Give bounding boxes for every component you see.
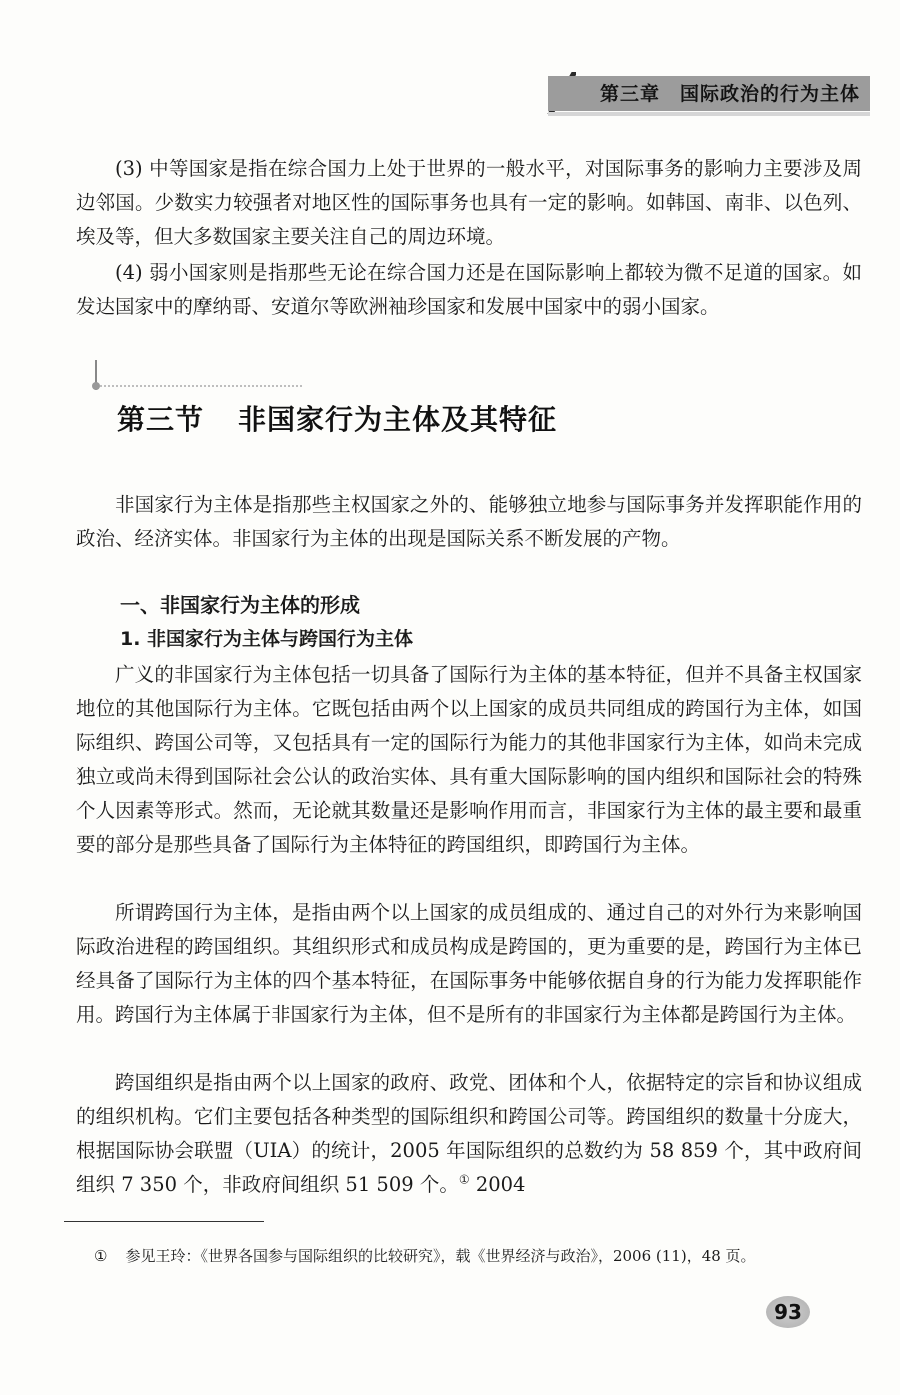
header-rule <box>548 112 870 116</box>
paragraph-small-states: (4) 弱小国家则是指那些无论在综合国力还是在国际影响上都较为微不足道的国家。如发达国家中的摩纳哥、安道尔等欧洲袖珍国家和发展中国家中的弱小国家。 <box>76 261 862 318</box>
header-chapter: 第三章 <box>600 83 661 105</box>
paragraph-broad-definition: 广义的非国家行为主体包括一切具备了国际行为主体的基本特征，但并不具备主权国家地位的其他国际行为主体。它既包括由两个以上国家的成员共同组成的跨国行为主体，如国际组织、跨国公司等，又包括具有一定的国际行为能力的其他非国家行为主体，如尚未完成独立或尚未得到国际社会公认的政治实体、具有重大国际影响的国内组织和国际社会的特殊个人因素等形式。然而，无论就其数量还是影响作用而言，非国家行为主体的最主要和最重要的部分是那些具备了国际行为主体特征的跨国组织，即跨国行为主体。 <box>76 663 862 856</box>
paragraph-text: 跨国组织是指由两个以上国家的政府、政党、团体和个人，依据特定的宗旨和协议组成的组织机构。它们主要包括各种类型的国际组织和跨国公司等。跨国组织的数量十分庞大，根据国际协会联盟（UIA）的统计，2005 年国际组织的总数约为 58 859 个，其中政府间组织 7 350 个，非政府间组织 51 509 个。 <box>76 1071 862 1196</box>
sub-subsection-heading: 1. 非国家行为主体与跨国行为主体 <box>120 628 414 650</box>
paragraph-transnational-organizations <box>76 1066 862 1202</box>
section-number: 第三节 <box>117 403 205 436</box>
footnote-text: 参见王玲：《世界各国参与国际组织的比较研究》，载《世界经济与政治》，2006 (11)，48 页。 <box>125 1247 756 1265</box>
footnote-reference[interactable]: ① <box>458 1172 470 1187</box>
section-title <box>117 398 557 438</box>
subsection-heading: 一、非国家行为主体的形成 <box>120 593 360 617</box>
paragraph-medium-states: (3) 中等国家是指在综合国力上处于世界的一般水平，对国际事务的影响力主要涉及周边邻国。少数实力较强者对地区性的国际事务也具有一定的影响。如韩国、南非、以色列、埃及等，但大多数国家主要关注自己的周边环境。 <box>76 157 862 248</box>
footnote-mark: ① <box>94 1247 108 1265</box>
footnote <box>94 1245 874 1267</box>
header-chapter-title: 国际政治的行为主体 <box>680 83 861 105</box>
section-heading: 非国家行为主体及其特征 <box>238 403 558 436</box>
paragraph-transnational-actors: 所谓跨国行为主体，是指由两个以上国家的成员组成的、通过自己的对外行为来影响国际政治进程的跨国组织。其组织形式和成员构成是跨国的，更为重要的是，跨国行为主体已经具备了国际行为主体的四个基本特征，在国际事务中能够依据自身的行为能力发挥职能作用。跨国行为主体属于非国家行为主体，但不是所有的非国家行为主体都是跨国行为主体。 <box>76 901 862 1026</box>
section-intro: 非国家行为主体是指那些主权国家之外的、能够独立地参与国际事务并发挥职能作用的政治、经济实体。非国家行为主体的出现是国际关系不断发展的产物。 <box>76 493 862 550</box>
footnote-rule <box>64 1221 264 1222</box>
running-header <box>600 79 860 109</box>
page-number: 93 <box>766 1296 810 1328</box>
section-ornament <box>88 356 308 396</box>
paragraph-continuation: 2004 <box>469 1173 526 1196</box>
